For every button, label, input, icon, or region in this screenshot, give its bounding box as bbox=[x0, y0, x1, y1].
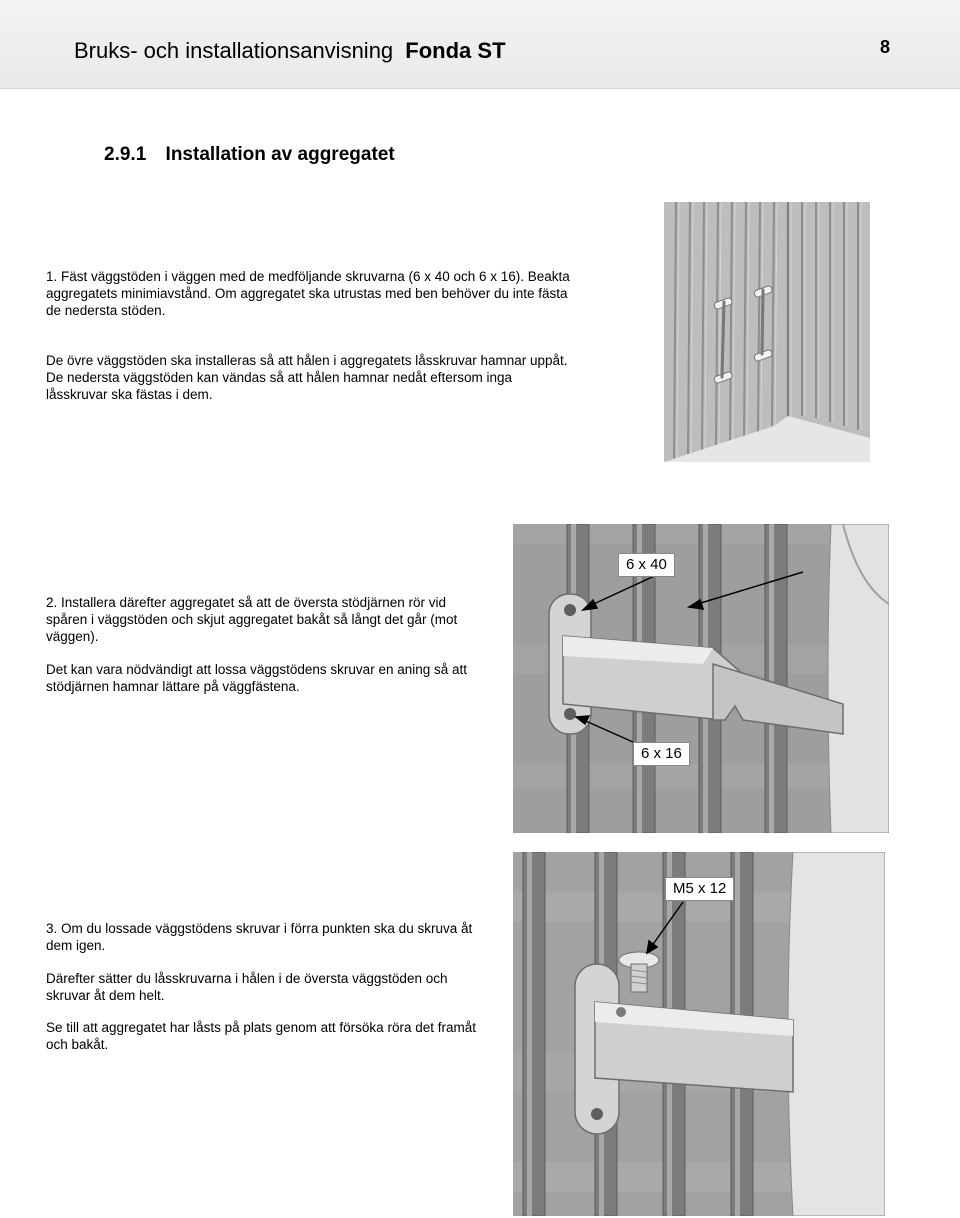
section-title: Installation av aggregatet bbox=[165, 144, 395, 165]
figure-locking-screw bbox=[513, 852, 885, 1216]
label-bottom-screw: 6 x 16 bbox=[633, 742, 690, 766]
label-locking-screw: M5 x 12 bbox=[665, 877, 734, 901]
page-number: 8 bbox=[880, 37, 891, 57]
figure-wall-brackets bbox=[664, 202, 870, 462]
step2-paragraph-1: 2. Installera därefter aggregatet så att de översta stödjärnen rör vid spåren i väggstöden och skjut aggregatet bakåt så långt det går (mot väggen). bbox=[46, 595, 458, 644]
document-title bbox=[74, 38, 506, 64]
figure-unit-on-bracket bbox=[513, 524, 889, 833]
step1-paragraph-1: 1. Fäst väggstöden i väggen med de medföljande skruvarna (6 x 40 och 6 x 16). Beakta aggregatets minimiavstånd. Om aggregatet ska utrustas med ben behöver du inte fästa de nedersta stöden. bbox=[46, 269, 570, 318]
step3-paragraph-3: Se till att aggregatet har låsts på plats genom att försöka röra det framåt och bakåt. bbox=[46, 1020, 476, 1052]
section-heading bbox=[104, 144, 395, 166]
step3-paragraph-2: Därefter sätter du låsskruvarna i hålen i de översta väggstöden och skruvar åt dem helt. bbox=[46, 971, 448, 1003]
document-title-regular: Bruks- och installationsanvisning bbox=[74, 38, 394, 63]
step3-paragraph-1: 3. Om du lossade väggstödens skruvar i förra punkten ska du skruva åt dem igen. bbox=[46, 921, 473, 953]
document-title-product: Fonda ST bbox=[405, 38, 506, 63]
label-top-screw: 6 x 40 bbox=[618, 553, 675, 577]
section-number: 2.9.1 bbox=[104, 144, 147, 165]
step1-paragraph-2: De övre väggstöden ska installeras så att hålen i aggregatets låsskruvar hamnar uppåt. De nedersta väggstöden kan vändas så att hålen hamnar nedåt eftersom inga låsskruvar ska fästas i dem. bbox=[46, 353, 568, 402]
step2-paragraph-2: Det kan vara nödvändigt att lossa väggstödens skruvar en aning så att stödjärnen hamnar lättare på väggfästena. bbox=[46, 662, 468, 694]
